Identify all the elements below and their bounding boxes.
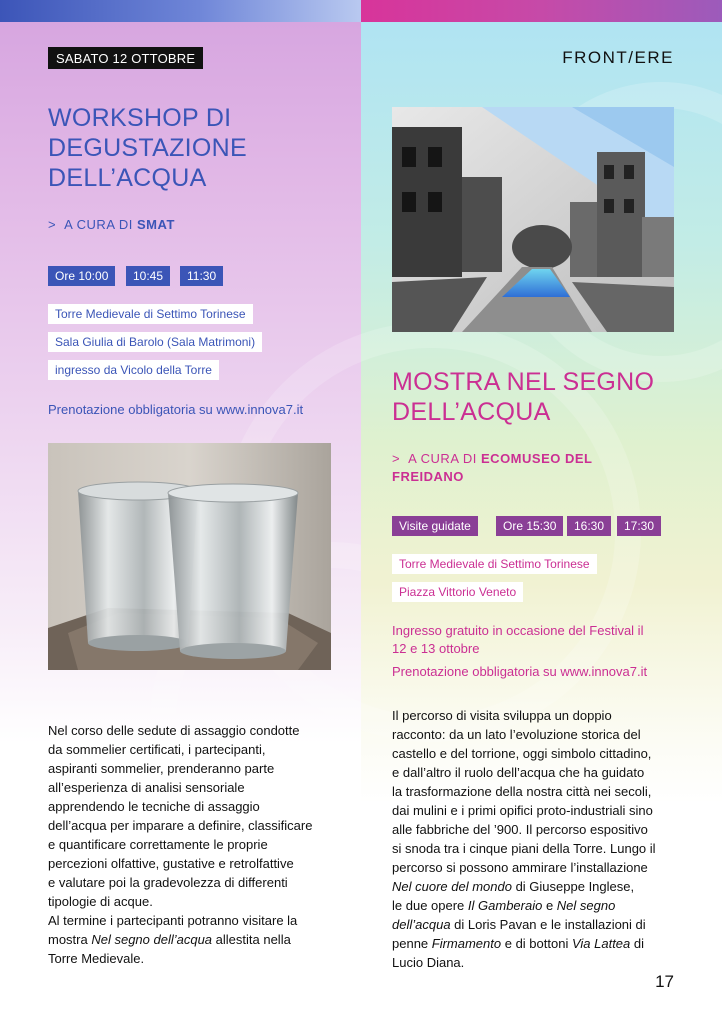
text-line: e quantificare correttamente le proprie [48, 837, 268, 852]
historic-town-photo [392, 107, 674, 332]
text-line: 12 e 13 ottobre [392, 641, 480, 656]
text-line: dai mulini e i primi opifici proto-industriali sino [392, 803, 653, 818]
text-line: aspiranti sommelier, prenderanno parte [48, 761, 275, 776]
text-fragment: le due opere [392, 898, 468, 913]
time-tag: 10:45 [126, 266, 170, 286]
text-line: da sommelier certificati, i partecipanti, [48, 742, 266, 757]
text-line: la trasformazione della nostra città nei secoli, [392, 784, 652, 799]
text-line: Ingresso gratuito in occasione del Festival il [392, 623, 644, 638]
text-line: percezioni olfattive, gustative e retrolfattive [48, 856, 294, 871]
text-line: tipologie di acque. [48, 894, 153, 909]
booking-link[interactable]: Prenotazione obbligatoria su www.innova7.it [48, 402, 304, 417]
curator-name: SMAT [137, 217, 175, 232]
artwork-title: Via Lattea [571, 936, 631, 951]
exhibition-title [392, 367, 692, 427]
text-line [392, 934, 682, 953]
curator-prefix: A CURA DI [64, 217, 133, 232]
text-line: Lucio Diana. [392, 955, 465, 970]
text-line: dell’acqua per imparare a definire, classificare [48, 818, 313, 833]
time-tag: 11:30 [180, 266, 223, 286]
curator-prefix: A CURA DI [408, 451, 477, 466]
text-fragment: allestita nella [212, 932, 291, 947]
free-entry-note [392, 622, 692, 658]
exhibition-description [392, 706, 682, 972]
water-glasses-photo [48, 443, 331, 670]
top-color-bar-right [361, 0, 722, 22]
text-line [392, 877, 682, 896]
text-fragment: di [630, 936, 644, 951]
text-fragment: di Loris Pavan e le installazioni di [450, 917, 646, 932]
page-number: 17 [655, 972, 674, 991]
artwork-title: Nel segno [556, 898, 616, 913]
location-tag: Torre Medievale di Settimo Torinese [48, 304, 253, 324]
text-line: castello e del torrione, oggi simbolo cittadino, [392, 746, 652, 761]
artwork-title: Firmamento [431, 936, 502, 951]
text-line: si snoda tra i cinque piani della Torre. Lungo il [392, 841, 656, 856]
location-tag: ingresso da Vicolo della Torre [48, 360, 219, 380]
title-line: DELL’ACQUA [48, 164, 207, 192]
text-fragment: e di bottoni [501, 936, 572, 951]
text-line: e dall’altro il ruolo dell’acqua che ha guidato [392, 765, 645, 780]
time-tag: Ore 10:00 [48, 266, 115, 286]
text-line: Al termine i partecipanti potranno visitare la [48, 913, 298, 928]
curator-name: ECOMUSEO DEL FREIDANO [392, 451, 593, 484]
text-line: racconto: da un lato l’evoluzione storica del [392, 727, 641, 742]
time-tag: 17:30 [617, 516, 661, 536]
artwork-title: Nel cuore del mondo [392, 879, 512, 894]
text-line: Il percorso di visita sviluppa un doppio [392, 708, 612, 723]
title-line: MOSTRA NEL SEGNO [392, 368, 655, 396]
text-line: e valutare poi la gradevolezza di differenti [48, 875, 288, 890]
workshop-description [48, 721, 338, 968]
title-line: WORKSHOP DI [48, 104, 232, 132]
text-line: all’esperienza di analisi sensoriale [48, 780, 245, 795]
text-line: Torre Medievale. [48, 951, 145, 966]
exhibition-curator [392, 450, 622, 486]
time-tag: Ore 15:30 [496, 516, 563, 536]
arrow-icon: > [392, 451, 401, 466]
text-fragment: di Giuseppe Inglese, [511, 879, 635, 894]
title-line: DEGUSTAZIONE [48, 134, 247, 162]
top-color-bar-left [0, 0, 361, 22]
text-fragment: e [542, 898, 557, 913]
date-badge: SABATO 12 OTTOBRE [48, 47, 203, 69]
text-line [392, 896, 682, 915]
exhibition-title: Nel segno dell’acqua [91, 932, 213, 947]
workshop-curator [48, 216, 175, 234]
title-line: DELL’ACQUA [392, 398, 551, 426]
brand-logo: FRONT/ERE [562, 48, 674, 67]
arrow-icon: > [48, 217, 57, 232]
text-fragment: mostra [48, 932, 92, 947]
text-fragment: penne [392, 936, 432, 951]
location-tag: Piazza Vittorio Veneto [392, 582, 523, 602]
text-line: percorso si possono ammirare l’installazione [392, 860, 648, 875]
time-tag: 16:30 [567, 516, 611, 536]
text-line [392, 915, 682, 934]
artwork-title: dell’acqua [392, 917, 451, 932]
text-line: alle fabbriche del ’900. Il percorso espositivo [392, 822, 648, 837]
tour-tag: Visite guidate [392, 516, 478, 536]
location-tag: Sala Giulia di Barolo (Sala Matrimoni) [48, 332, 262, 352]
text-line [48, 930, 338, 949]
location-tag: Torre Medievale di Settimo Torinese [392, 554, 597, 574]
workshop-title [48, 103, 348, 193]
artwork-title: Il Gamberaio [467, 898, 543, 913]
booking-link[interactable]: Prenotazione obbligatoria su www.innova7.it [392, 664, 648, 679]
text-line: apprendendo le tecniche di assaggio [48, 799, 260, 814]
text-line: Nel corso delle sedute di assaggio condotte [48, 723, 300, 738]
